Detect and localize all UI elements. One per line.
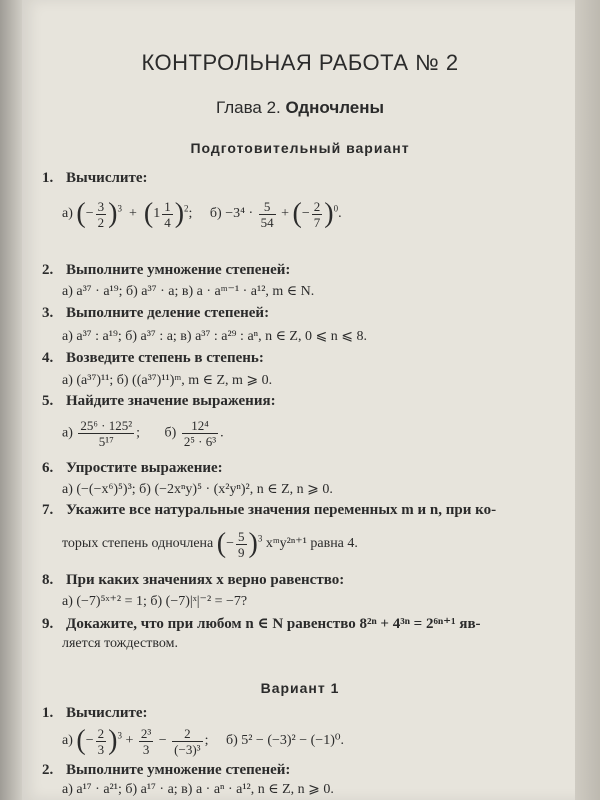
chapter-name: Одночлены [285, 98, 385, 117]
task-7-continuation: торых степень одночлена (− $\frac{5}{9}$ )$^3$ xᵐy²ⁿ⁺¹ равна 4. [62, 528, 358, 560]
fraction: $\frac{1}{4}$ [164, 198, 171, 230]
prep-variant-title: Подготовительный вариант [190, 140, 410, 156]
task-2-expressions: а) a³⁷ · a¹⁹; б) a³⁷ · a; в) a · aᵐ⁻¹ · a¹², m ∈ N. [62, 284, 315, 299]
fraction: $\frac{2}{3}$ [97, 725, 105, 757]
fraction: $\frac{3}{2}$ [97, 198, 105, 230]
v1-task-2-expressions: а) a¹⁷ · a²¹; б) a¹⁷ · a; в) a · aⁿ · a¹², n ∈ Z, n ⩾ 0. [62, 782, 334, 797]
task-7: 7. Укажите все натуральные значения переменных m и n, при ко- [42, 502, 497, 518]
v1-task-1: 1. Вычислите: [42, 705, 148, 721]
task-8-expressions: а) (−7)⁵ˣ⁺² = 1; б) (−7)|ˣ|⁻² = −7? [62, 594, 248, 609]
task-3: 3. Выполните деление степеней: [42, 305, 270, 321]
task-5-expressions: а) $\frac{\text{25⁶ · 125²}}{\text{5¹⁷}}$ ; б) $\frac{\text{12⁴}}{\text{2⁵ · 6³}}$ . [62, 418, 224, 449]
v1-task-1-expressions: а) (− $\frac{2}{3}$ )$^3$ + $\frac{\text{2³}}{3}$ − $\frac{2}{\text{(−3)³}}$ ; б) 5² − (−3)² − (−1)⁰. [62, 725, 344, 757]
task-9-continuation: ляется тождеством. [62, 636, 178, 651]
task-8: 8. При каких значениях x верно равенство: [42, 572, 345, 588]
fraction: $\frac{\text{12⁴}}{\text{2⁵ · 6³}}$ [183, 418, 217, 449]
task-2: 2. Выполните умножение степеней: [42, 262, 291, 278]
fraction: $\frac{2}{\text{(−3)³}}$ [174, 725, 201, 757]
v1-task-2: 2. Выполните умножение степеней: [42, 762, 291, 778]
fraction: $\frac{5}{54}$ [260, 198, 274, 230]
chapter-prefix: Глава 2. [215, 98, 281, 117]
task-1-expressions: а) (− $\frac{3}{2}$ )$^3$ + (1 $\frac{1}{4}$ )$^2$; б) −3⁴ · $\frac{5}{54}$ + (− $\frac{2}{7}$ )$^0$. [62, 198, 342, 230]
task-9: 9. Докажите, что при любом n ∈ N равенство 8²ⁿ + 4³ⁿ = 2⁶ⁿ⁺¹ яв- [42, 616, 481, 632]
chapter-heading [0, 98, 600, 118]
fraction: $\frac{2}{7}$ [313, 198, 321, 230]
task-6-expressions: а) (−(−x⁶)⁵)³; б) (−2xⁿy)⁵ · (x²yⁿ)², n ∈ Z, n ⩾ 0. [62, 482, 333, 497]
task-6: 6. Упростите выражение: [42, 460, 223, 476]
fraction: $\frac{\text{25⁶ · 125²}}{\text{5¹⁷}}$ [80, 418, 133, 449]
variant-1-title: Вариант 1 [260, 680, 340, 696]
fraction: $\frac{5}{9}$ [238, 528, 245, 560]
fraction: $\frac{\text{2³}}{3}$ [140, 725, 152, 757]
task-1: 1. Вычислите: [42, 170, 148, 186]
task-4: 4. Возведите степень в степень: [42, 350, 264, 366]
task-3-expressions: а) a³⁷ : a¹⁹; б) a³⁷ : a; в) a³⁷ : a²⁹ : aⁿ, n ∈ Z, 0 ⩽ n ⩽ 8. [62, 329, 367, 344]
task-4-expressions: а) (a³⁷)¹¹; б) ((a³⁷)¹¹)ᵐ, m ∈ Z, m ⩾ 0. [62, 373, 273, 388]
page-title: КОНТРОЛЬНАЯ РАБОТА № 2 [141, 50, 459, 75]
task-5: 5. Найдите значение выражения: [42, 393, 276, 409]
